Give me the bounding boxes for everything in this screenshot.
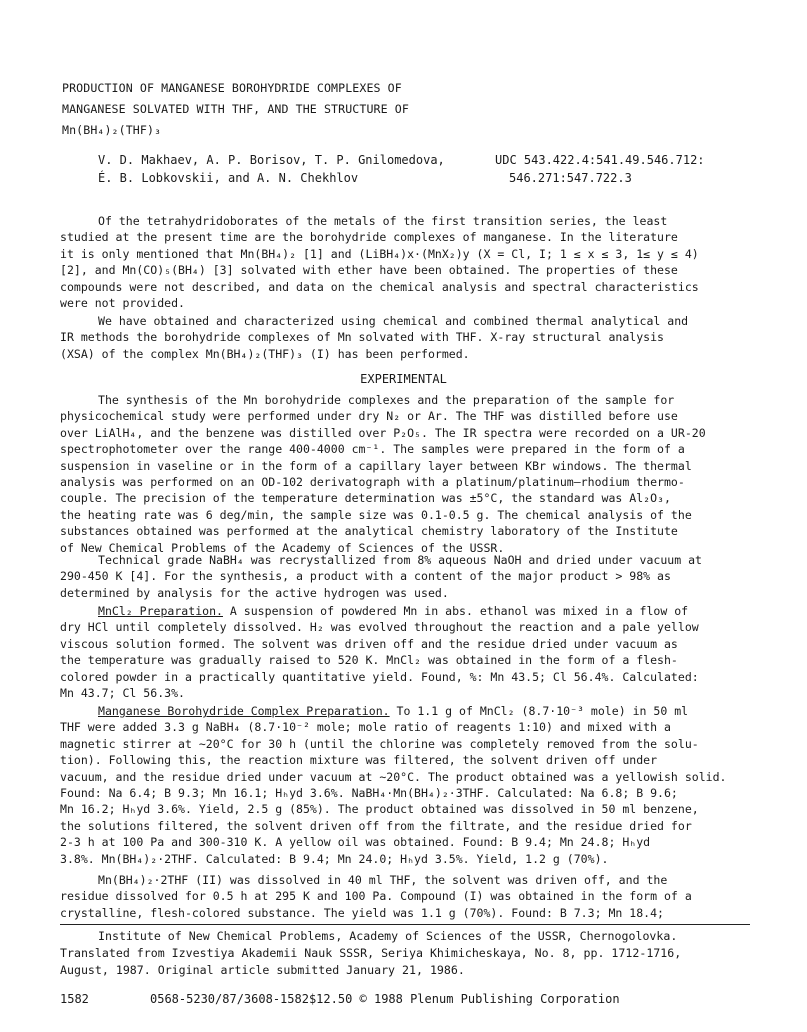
intro-paragraph-2 xyxy=(60,313,770,362)
text-line: suspension in vaseline or in the form of a capillary layer between KBr windows. The thermal xyxy=(60,458,692,473)
udc-classification xyxy=(495,151,705,187)
footnote-line: August, 1987. Original article submitted January 21, 1986. xyxy=(60,963,465,977)
text-line: over LiAlH₄, and the benzene was distilled over P₂O₅. The IR spectra were recorded on a UR-20 xyxy=(60,425,706,440)
text-line: couple. The precision of the temperature determination was ±5°C, the standard was Al₂O₃, xyxy=(60,491,671,506)
footnote-line: Translated from Izvestiya Akademii Nauk SSSR, Seriya Khimicheskaya, No. 8, pp. 1712-1716, xyxy=(60,946,682,960)
experimental-paragraph-1 xyxy=(60,392,770,556)
text-line: 2-3 h at 100 Pa and 300-310 K. A yellow oil was obtained. Found: B 9.4; Mn 24.8; Hₕyd xyxy=(60,835,651,850)
intro-paragraph-1 xyxy=(60,213,770,311)
article-title xyxy=(62,78,409,141)
text-line: Found: Na 6.4; B 9.3; Mn 16.1; Hₕyd 3.6%. NaBH₄·Mn(BH₄)₂·3THF. Calculated: Na 6.8; B 9.6; xyxy=(60,786,678,801)
text-line: Mn 43.7; Cl 56.3%. xyxy=(60,686,185,701)
text-line: of New Chemical Problems of the Academy of Sciences of the USSR. xyxy=(60,540,505,555)
text-line: studied at the present time are the borohydride complexes of manganese. In the literature xyxy=(60,230,678,245)
author-list xyxy=(98,151,445,187)
text-run: To 1.1 g of MnCl₂ (8.7·10⁻³ mole) in 50 ml xyxy=(389,704,689,718)
footnote-divider xyxy=(60,924,750,925)
experimental-paragraph-2 xyxy=(60,552,770,601)
udc-line: UDC 543.422.4:541.49.546.712: xyxy=(495,153,705,167)
text-line: 290-450 K [4]. For the synthesis, a product with a content of the major product > 98% as xyxy=(60,569,671,584)
text-line: the heating rate was 6 deg/min, the sample size was 0.1-0.5 g. The chemical analysis of the xyxy=(60,507,692,522)
text-line: compounds were not described, and data on the chemical analysis and spectral characteristics xyxy=(60,279,699,294)
text-line: Of the tetrahydridoborates of the metals of the first transition series, the least xyxy=(98,214,668,228)
author-line: É. B. Lobkovskii, and A. N. Chekhlov xyxy=(98,171,359,185)
title-line: PRODUCTION OF MANGANESE BOROHYDRIDE COMPLEXES OF xyxy=(62,81,402,95)
text-line: [2], and Mn(CO)₅(BH₄) [3] solvated with ether have been obtained. The properties of these xyxy=(60,263,678,278)
title-line: Mn(BH₄)₂(THF)₃ xyxy=(62,123,162,137)
title-line: MANGANESE SOLVATED WITH THF, AND THE STRUCTURE OF xyxy=(62,102,409,116)
text-line: were not provided. xyxy=(60,296,185,311)
text-line: the solutions filtered, the solvent driven off from the filtrate, and the residue dried for xyxy=(60,818,692,833)
page-number: 1582 xyxy=(60,992,89,1006)
text-line xyxy=(60,603,770,619)
text-line: viscous solution formed. The solvent was driven off and the residue dried under vacuum as xyxy=(60,636,678,651)
mncl2-preparation-heading: MnCl₂ Preparation. xyxy=(98,604,223,618)
text-line: Mn 16.2; Hₕyd 3.6%. Yield, 2.5 g (85%). The product obtained was dissolved in 50 ml benzene, xyxy=(60,802,699,817)
footnote xyxy=(60,928,681,979)
text-line: determined by analysis for the active hydrogen was used. xyxy=(60,585,449,600)
text-line: magnetic stirrer at ∼20°C for 30 h (until the chlorine was completely removed from the solu- xyxy=(60,736,699,751)
udc-line: 546.271:547.722.3 xyxy=(509,171,632,185)
text-line: physicochemical study were performed under dry N₂ or Ar. The THF was distilled before use xyxy=(60,409,678,424)
author-line: V. D. Makhaev, A. P. Borisov, T. P. Gnilomedova, xyxy=(98,153,445,167)
text-line: it is only mentioned that Mn(BH₄)₂ [1] and (LiBH₄)x·(MnX₂)y (X = Cl, I; 1 ≤ x ≤ 3, 1≤ y ≤ 4) xyxy=(60,246,699,261)
text-line: THF were added 3.3 g NaBH₄ (8.7·10⁻² mole; mole ratio of reagents 1:10) and mixed with a xyxy=(60,720,671,735)
text-line: (XSA) of the complex Mn(BH₄)₂(THF)₃ (I) has been performed. xyxy=(60,346,470,361)
text-line: substances obtained was performed at the analytical chemistry laboratory of the Institute xyxy=(60,524,678,539)
text-run: A suspension of powdered Mn in abs. ethanol was mixed in a flow of xyxy=(222,604,689,618)
text-line: dry HCl until completely dissolved. H₂ was evolved throughout the reaction and a pale yellow xyxy=(60,620,699,635)
text-line: IR methods the borohydride complexes of Mn solvated with THF. X-ray structural analysis xyxy=(60,330,664,345)
text-line: 3.8%. Mn(BH₄)₂·2THF. Calculated: B 9.4; Mn 24.0; Hₕyd 3.5%. Yield, 1.2 g (70%). xyxy=(60,851,609,866)
text-line: The synthesis of the Mn borohydride complexes and the preparation of the sample for xyxy=(98,393,675,407)
mncl2-preparation-paragraph xyxy=(60,603,770,701)
text-line: We have obtained and characterized using chemical and combined thermal analytical and xyxy=(98,314,689,328)
footnote-line: Institute of New Chemical Problems, Academy of Sciences of the USSR, Chernogolovka. xyxy=(98,929,678,943)
complex-preparation-heading: Manganese Borohydride Complex Preparation. xyxy=(98,704,390,718)
section-heading-experimental: EXPERIMENTAL xyxy=(360,372,447,386)
compound-I-paragraph xyxy=(60,872,770,921)
complex-preparation-paragraph xyxy=(60,703,770,867)
text-line: vacuum, and the residue dried under vacuum at ∼20°C. The product obtained was a yellowish solid. xyxy=(60,769,727,784)
text-line xyxy=(60,703,770,719)
text-line: tion). Following this, the reaction mixture was filtered, the solvent driven off under xyxy=(60,753,658,768)
text-line: crystalline, flesh-colored substance. The yield was 1.1 g (70%). Found: B 7.3; Mn 18.4; xyxy=(60,905,664,920)
journal-code: 0568-5230/87/3608-1582$12.50 © 1988 Plenum Publishing Corporation xyxy=(150,992,620,1006)
text-line: colored powder in a practically quantitative yield. Found, %: Mn 43.5; Cl 56.4%. Calculated: xyxy=(60,669,699,684)
text-line: Technical grade NaBH₄ was recrystallized from 8% aqueous NaOH and dried under vacuum at xyxy=(98,553,702,567)
text-line: analysis was performed on an OD-102 derivatograph with a platinum/platinum–rhodium thermo- xyxy=(60,475,685,490)
text-line: residue dissolved for 0.5 h at 295 K and 100 Pa. Compound (I) was obtained in the form of a xyxy=(60,889,692,904)
text-line: Mn(BH₄)₂·2THF (II) was dissolved in 40 ml THF, the solvent was driven off, and the xyxy=(98,873,668,887)
text-line: the temperature was gradually raised to 520 K. MnCl₂ was obtained in the form of a flesh- xyxy=(60,653,678,668)
text-line: spectrophotometer over the range 400-4000 cm⁻¹. The samples were prepared in the form of a xyxy=(60,442,685,457)
